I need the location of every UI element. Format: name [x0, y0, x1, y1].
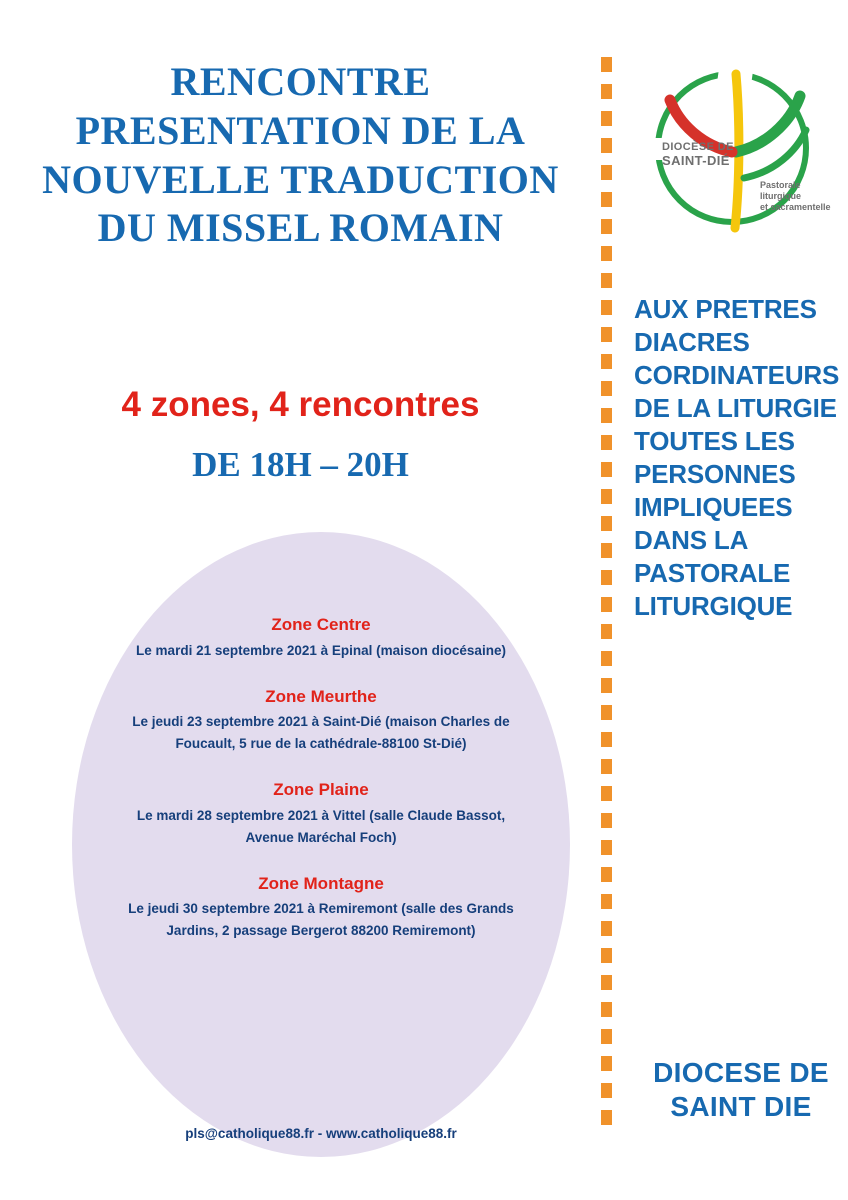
- audience-line: DANS LA: [634, 525, 749, 556]
- zone-name: Zone Meurthe: [265, 686, 377, 706]
- list-item: [95, 684, 547, 756]
- zone-detail: Le mardi 28 septembre 2021 à Vittel (salle Claude Bassot, Avenue Maréchal Foch): [136, 807, 506, 845]
- audience-line: PERSONNES: [634, 459, 796, 490]
- svg-text:SAINT-DIÉ: SAINT-DIÉ: [662, 153, 730, 168]
- list-item: [95, 612, 547, 662]
- list-item: [95, 777, 547, 849]
- dotted-divider: [601, 57, 612, 1137]
- zone-name: Zone Montagne: [258, 873, 384, 893]
- zone-detail: Le mardi 21 septembre 2021 à Epinal (maison diocésaine): [136, 642, 506, 658]
- contact-line[interactable]: pls@catholique88.fr - www.catholique88.fr: [185, 1126, 457, 1141]
- audience-line: DIACRES: [634, 327, 750, 358]
- audience-line: DE LA LITURGIE: [634, 393, 837, 424]
- svg-text:DIOCÈSE DE: DIOCÈSE DE: [662, 141, 734, 153]
- subtitle-hours: DE 18H – 20H: [192, 445, 409, 484]
- audience-line: LITURGIQUE: [634, 591, 793, 622]
- svg-text:liturgique: liturgique: [760, 191, 801, 201]
- diocese-logo-icon: [632, 60, 838, 245]
- diocese-logo: [632, 60, 838, 245]
- audience-line: TOUTES LES: [634, 426, 795, 457]
- audience-line: CORDINATEURS: [634, 360, 840, 391]
- subtitle-zones: 4 zones, 4 rencontres: [121, 385, 480, 424]
- zone-name: Zone Centre: [271, 615, 371, 634]
- diocese-footer-line1: DIOCESE DE: [653, 1057, 829, 1088]
- zones-list: [95, 612, 547, 942]
- page-title: RENCONTRE PRESENTATION DE LA NOUVELLE TRADUCTION DU MISSEL ROMAIN: [42, 59, 559, 251]
- audience-line: AUX PRETRES: [634, 294, 817, 324]
- zone-name: Zone Plaine: [273, 780, 369, 799]
- zone-detail: Le jeudi 23 septembre 2021 à Saint-Dié (maison Charles de Foucault, 5 rue de la cathédrale-88100 St-Dié): [132, 714, 510, 751]
- audience-line: PASTORALE: [634, 558, 791, 589]
- diocese-footer-line2: SAINT DIE: [670, 1091, 812, 1123]
- list-item: [95, 871, 547, 943]
- audience-list: [634, 293, 848, 623]
- zone-detail: Le jeudi 30 septembre 2021 à Remiremont (salle des Grands Jardins, 2 passage Bergerot 88200 Remiremont): [128, 901, 514, 938]
- audience-line: IMPLIQUEES: [634, 492, 793, 523]
- diocese-footer: [634, 1056, 848, 1124]
- svg-text:Pastorale: Pastorale: [760, 180, 801, 190]
- right-column: [612, 0, 848, 1200]
- svg-text:et sacramentelle: et sacramentelle: [760, 202, 831, 212]
